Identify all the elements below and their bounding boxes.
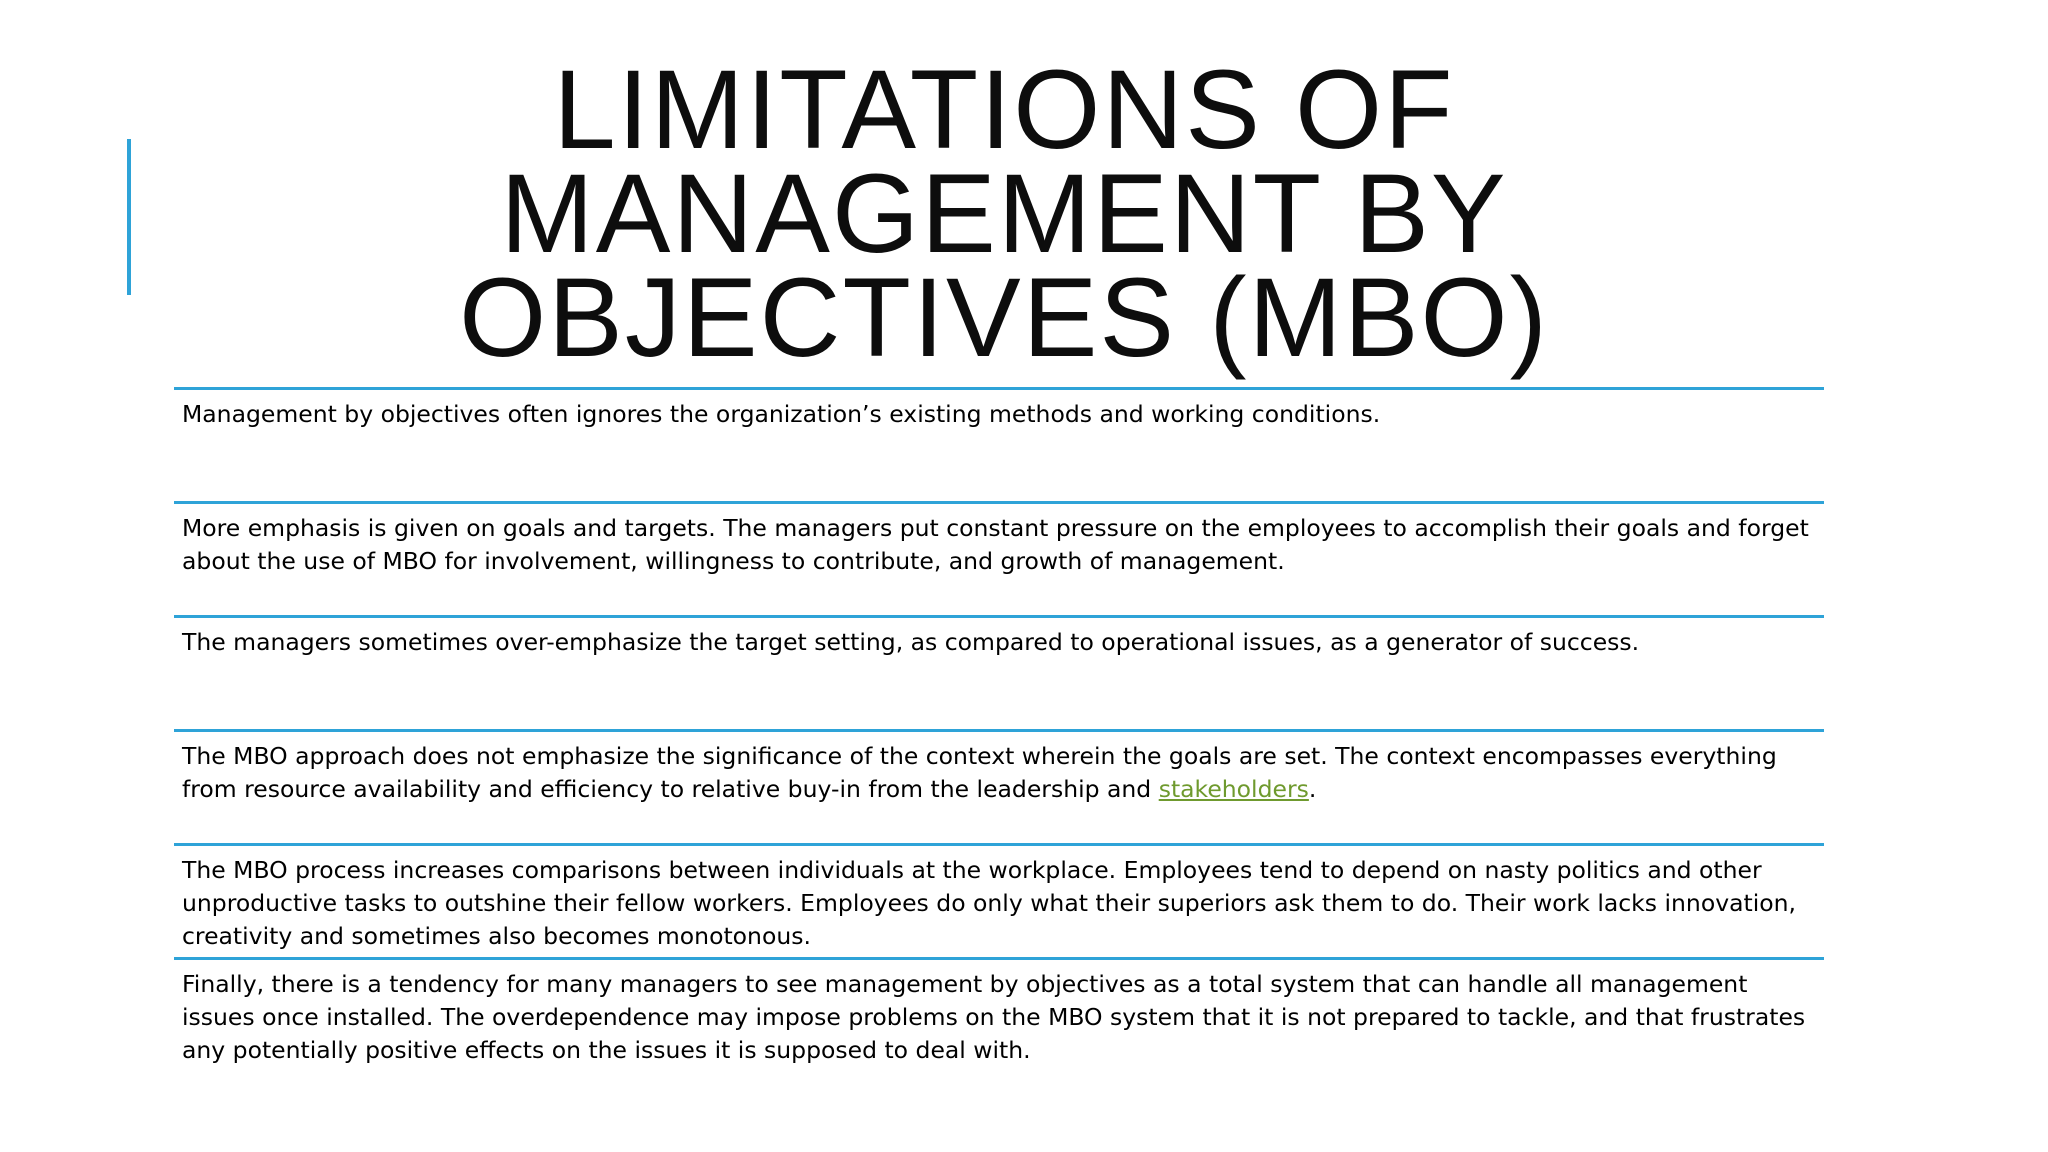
list-item-text: Management by objectives often ignores the organization’s existing methods and working conditions. <box>182 400 1381 428</box>
text-after-link: . <box>1308 775 1317 803</box>
slide-title <box>174 47 1834 380</box>
list-item <box>174 501 1824 615</box>
list-item <box>174 615 1824 729</box>
list-item <box>174 729 1824 843</box>
text-before-link: The MBO approach does not emphasize the significance of the context wherein the goals are set. The context encompasses everything from resource availability and efficiency to relative buy-in from the leadership and <box>182 742 1777 803</box>
list-item-text: The managers sometimes over-emphasize the target setting, as compared to operational issues, as a generator of success. <box>182 628 1640 656</box>
list-item-text: Finally, there is a tendency for many managers to see management by objectives as a total system that can handle all management issues once installed. The overdependence may impose problems on the MBO system that it is not prepared to tackle, and that frustrates any potentially positive effects on the issues it is supposed to deal with. <box>182 970 1806 1064</box>
stakeholders-link[interactable]: stakeholders <box>1158 775 1309 803</box>
title-line-1: LIMITATIONS OF <box>553 47 1455 172</box>
accent-bar <box>127 139 131 295</box>
title-line-2: MANAGEMENT BY <box>500 151 1508 276</box>
limitations-list <box>174 387 1824 1071</box>
list-item <box>174 957 1824 1071</box>
list-item <box>174 843 1824 957</box>
list-item-text <box>182 740 1816 806</box>
list-item-text: The MBO process increases comparisons between individuals at the workplace. Employees tend to depend on nasty politics and other unproductive tasks to outshine their fellow workers. Employees do only what their superiors ask them to do. Their work lacks innovation, creativity and sometimes also becomes monotonous. <box>182 856 1796 950</box>
list-item-text: More emphasis is given on goals and targets. The managers put constant pressure on the employees to accomplish their goals and forget about the use of MBO for involvement, willingness to contribute, and growth of management. <box>182 514 1809 575</box>
title-line-3: OBJECTIVES (MBO) <box>459 255 1549 380</box>
list-item <box>174 387 1824 501</box>
